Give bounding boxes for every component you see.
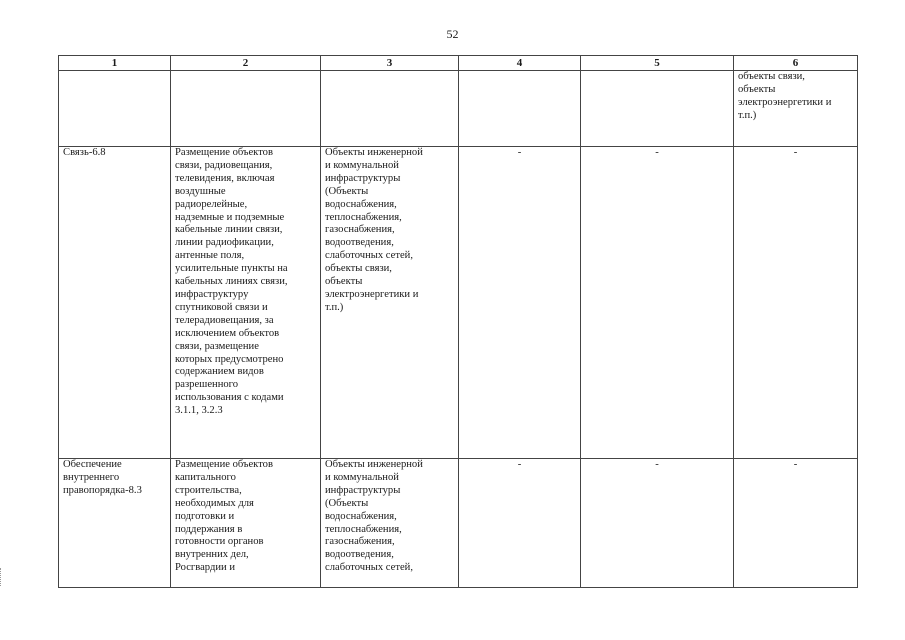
table-cell: Размещение объектов капитального строительства, необходимых для подготовки и поддержания в готовности органов внутренних дел, Росгвардии и bbox=[171, 459, 321, 588]
table-cell: - bbox=[459, 147, 581, 459]
table-row bbox=[59, 147, 858, 459]
table-cell: - bbox=[581, 147, 734, 459]
table-cell: Объекты инженерной и коммунальной инфраструктуры (Объекты водоснабжения, теплоснабжения, газоснабжения, водоотведения, слаботочных сетей, bbox=[321, 459, 459, 588]
column-header: 6 bbox=[734, 56, 858, 71]
table-header-row bbox=[59, 56, 858, 71]
table-cell: Связь-6.8 bbox=[59, 147, 171, 459]
column-header: 3 bbox=[321, 56, 459, 71]
document-table bbox=[58, 55, 858, 588]
column-header: 2 bbox=[171, 56, 321, 71]
table-cell bbox=[581, 71, 734, 147]
column-header: 1 bbox=[59, 56, 171, 71]
table-cell bbox=[459, 71, 581, 147]
table-cell: - bbox=[734, 459, 858, 588]
table-cell bbox=[59, 71, 171, 147]
table-row bbox=[59, 459, 858, 588]
table-cell: Обеспечение внутреннего правопорядка-8.3 bbox=[59, 459, 171, 588]
column-header: 4 bbox=[459, 56, 581, 71]
table-cell bbox=[321, 71, 459, 147]
table-cell: - bbox=[734, 147, 858, 459]
scan-margin-mark bbox=[0, 568, 5, 586]
column-header: 5 bbox=[581, 56, 734, 71]
table-row bbox=[59, 71, 858, 147]
table-cell bbox=[171, 71, 321, 147]
table-cell: Размещение объектов связи, радиовещания, телевидения, включая воздушные радиорелейные, надземные и подземные кабельные линии связи, линии радиофикации, антенные поля, усилительные пункты на кабельных линиях связи, инфраструктуру спутниковой связи и телерадиовещания, за исключением объектов связи, размещение которых предусмотрено содержанием видов разрешенного использования с кодами 3.1.1, 3.2.3 bbox=[171, 147, 321, 459]
table-cell: - bbox=[459, 459, 581, 588]
page-number: 52 bbox=[446, 27, 459, 41]
table-cell: объекты связи, объекты электроэнергетики и т.п.) bbox=[734, 71, 858, 147]
table-cell: - bbox=[581, 459, 734, 588]
table-cell: Объекты инженерной и коммунальной инфраструктуры (Объекты водоснабжения, теплоснабжения, газоснабжения, водоотведения, слаботочных сетей, объекты связи, объекты электроэнергетики и т.п.) bbox=[321, 147, 459, 459]
